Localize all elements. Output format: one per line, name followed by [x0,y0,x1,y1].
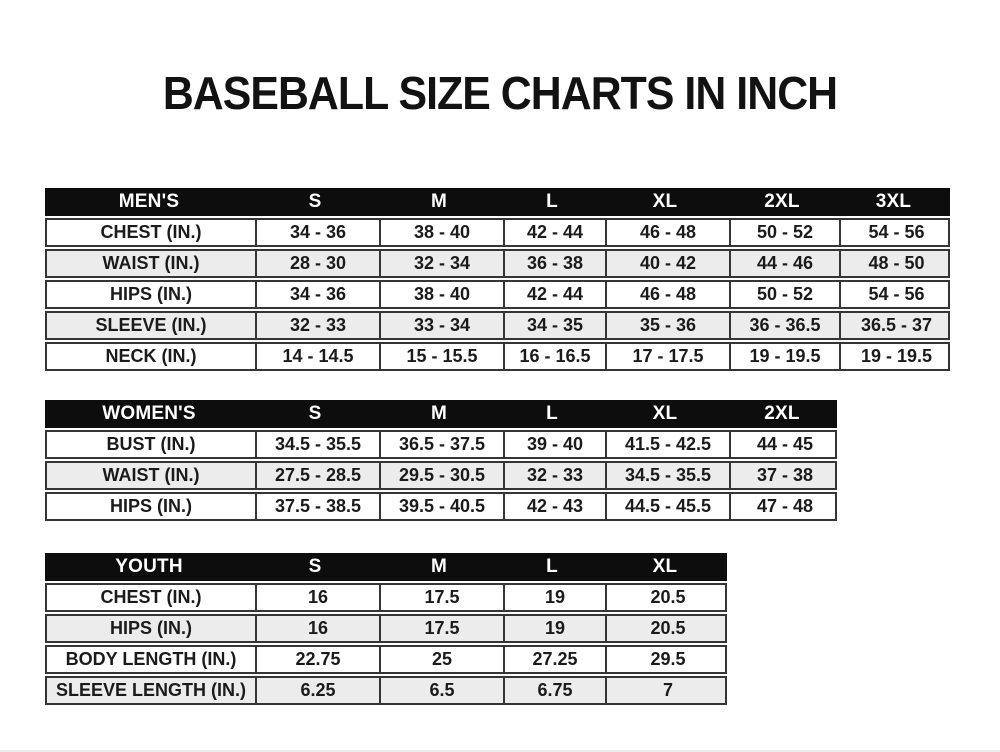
table-row [45,430,837,459]
size-value-cell: 50 - 52 [729,220,839,245]
row-label: SLEEVE (IN.) [95,315,207,335]
size-value-cell: 50 - 52 [729,282,839,307]
header-cell-l: L [546,556,558,577]
header-cell-l: L [546,191,558,212]
page-title: BASEBALL SIZE CHARTS IN INCH [162,67,838,119]
mens-size-table [45,188,950,371]
size-value-cell: 35 - 36 [605,313,729,338]
size-value-cell: 36 - 38 [503,251,605,276]
header-cell-m: M [430,403,448,424]
size-value-cell: 20.5 [605,616,727,641]
row-label: HIPS (IN.) [109,618,192,638]
row-label: SLEEVE LENGTH (IN.) [55,680,246,700]
table-row [45,342,950,371]
size-value-cell: 16 [255,585,379,610]
size-value-cell: 34 - 36 [255,220,379,245]
size-value-cell: 44.5 - 45.5 [605,494,729,519]
size-value-cell: 20.5 [605,585,727,610]
size-value-cell: 46 - 48 [605,282,729,307]
size-value-cell: 14 - 14.5 [255,344,379,369]
row-label: NECK (IN.) [105,346,197,366]
row-label: WAIST (IN.) [102,465,200,485]
header-cell-xl: XL [652,556,678,577]
size-value-cell: 41.5 - 42.5 [605,432,729,457]
header-cell-l: L [546,403,558,424]
size-value-cell: 42 - 44 [503,282,605,307]
size-value-cell: 54 - 56 [839,220,950,245]
header-cell-m: M [430,191,448,212]
size-value-cell: 39.5 - 40.5 [379,494,503,519]
size-value-cell: 17.5 [379,585,503,610]
row-label: HIPS (IN.) [109,284,192,304]
table-row [45,645,727,674]
mens-table-header [45,188,950,216]
header-cell-2xl: 2XL [764,403,800,424]
size-value-cell: 32 - 34 [379,251,503,276]
table-row [45,492,837,521]
size-value-cell: 19 - 19.5 [839,344,950,369]
youth-table-header [45,553,727,581]
size-value-cell: 48 - 50 [839,251,950,276]
size-value-cell: 22.75 [255,647,379,672]
header-cell-s: S [308,191,322,212]
size-value-cell: 16 - 16.5 [503,344,605,369]
table-row [45,614,727,643]
table-row [45,280,950,309]
size-value-cell: 6.75 [503,678,605,703]
table-row [45,583,727,612]
row-label: BODY LENGTH (IN.) [65,649,237,669]
size-value-cell: 34 - 35 [503,313,605,338]
womens-header-label: WOMEN'S [102,403,196,424]
size-value-cell: 33 - 34 [379,313,503,338]
mens-header-label: MEN'S [118,191,180,212]
size-value-cell: 27.25 [503,647,605,672]
size-value-cell: 16 [255,616,379,641]
row-label: WAIST (IN.) [102,253,200,273]
size-value-cell: 32 - 33 [503,463,605,488]
table-row [45,249,950,278]
row-label: CHEST (IN.) [100,587,202,607]
size-value-cell: 44 - 45 [729,432,837,457]
size-value-cell: 42 - 44 [503,220,605,245]
size-value-cell: 42 - 43 [503,494,605,519]
header-cell-m: M [430,556,448,577]
size-value-cell: 15 - 15.5 [379,344,503,369]
size-value-cell: 27.5 - 28.5 [255,463,379,488]
size-value-cell: 44 - 46 [729,251,839,276]
row-label: HIPS (IN.) [109,496,192,516]
header-cell-xl: XL [652,403,678,424]
header-cell-3xl: 3XL [875,191,912,212]
size-value-cell: 38 - 40 [379,220,503,245]
size-value-cell: 40 - 42 [605,251,729,276]
size-value-cell: 17 - 17.5 [605,344,729,369]
table-row [45,676,727,705]
row-label: BUST (IN.) [106,434,196,454]
size-value-cell: 47 - 48 [729,494,837,519]
size-value-cell: 6.5 [379,678,503,703]
size-value-cell: 34 - 36 [255,282,379,307]
size-value-cell: 37 - 38 [729,463,837,488]
size-value-cell: 46 - 48 [605,220,729,245]
size-value-cell: 7 [605,678,727,703]
size-value-cell: 34.5 - 35.5 [255,432,379,457]
womens-size-table [45,400,837,521]
size-value-cell: 36 - 36.5 [729,313,839,338]
header-cell-s: S [308,556,322,577]
womens-table-header [45,400,837,428]
size-value-cell: 36.5 - 37.5 [379,432,503,457]
size-value-cell: 6.25 [255,678,379,703]
size-value-cell: 29.5 [605,647,727,672]
size-value-cell: 25 [379,647,503,672]
size-value-cell: 17.5 [379,616,503,641]
size-value-cell: 36.5 - 37 [839,313,950,338]
size-value-cell: 19 [503,585,605,610]
table-row [45,461,837,490]
row-label: CHEST (IN.) [100,222,202,242]
size-value-cell: 28 - 30 [255,251,379,276]
header-cell-s: S [308,403,322,424]
size-value-cell: 38 - 40 [379,282,503,307]
size-value-cell: 32 - 33 [255,313,379,338]
size-value-cell: 29.5 - 30.5 [379,463,503,488]
size-value-cell: 19 [503,616,605,641]
size-value-cell: 34.5 - 35.5 [605,463,729,488]
size-value-cell: 54 - 56 [839,282,950,307]
youth-header-label: YOUTH [115,556,183,577]
header-cell-xl: XL [652,191,678,212]
table-row [45,218,950,247]
header-cell-2xl: 2XL [764,191,800,212]
youth-size-table [45,553,727,705]
size-value-cell: 39 - 40 [503,432,605,457]
size-value-cell: 37.5 - 38.5 [255,494,379,519]
size-value-cell: 19 - 19.5 [729,344,839,369]
table-row [45,311,950,340]
